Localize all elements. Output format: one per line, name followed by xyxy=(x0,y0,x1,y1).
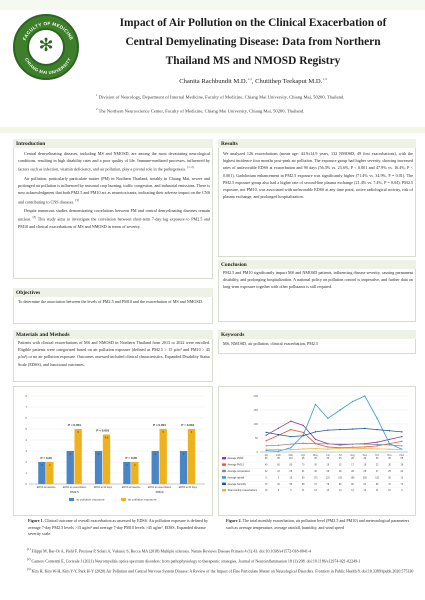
table-cell: 18 xyxy=(326,464,330,467)
table-cell: 60 xyxy=(301,477,305,480)
bar-value-label: 3 xyxy=(97,453,100,456)
data-point xyxy=(352,428,353,429)
affiliation-2-text: The Northern Neuroscience Center, Faculty of Medicine, Chiang Mai University, Chiang Mai, 50200, Thailand. xyxy=(98,108,305,114)
x-tick-label: May xyxy=(313,454,318,457)
table-cell: 11 xyxy=(375,490,379,493)
logo-text-top: FACULTY OF MEDICINE xyxy=(21,20,75,42)
table-cell: 22 xyxy=(400,471,404,473)
conclusion-heading: Conclusion xyxy=(218,260,416,269)
x-tick-label: Mar xyxy=(288,454,294,457)
table-cell: 5 xyxy=(265,477,267,480)
table-cell: 72 xyxy=(314,483,317,486)
bar-value-label: 3 xyxy=(182,453,185,456)
author-2-affil: 1, 2 xyxy=(322,77,327,81)
data-point xyxy=(376,445,377,446)
figure-2-caption xyxy=(226,518,414,531)
table-cell: 27 xyxy=(375,471,379,473)
data-point xyxy=(376,418,377,419)
data-point xyxy=(352,447,353,448)
conclusion-paragraph: PM2.5 and PM10 significantly impact MS and NMOSD patients, influencing disease severity, causing permanent disability, and prolonging hospitalization. A national policy on pollution control is imperative, and further data on long-term exposure together with other pollutants is still required. xyxy=(223,270,413,290)
table-cell: 55 xyxy=(289,483,293,486)
data-point xyxy=(278,450,279,451)
figure-2-caption-text: The total monthly exacerbation, air pollution level (PM2.5 and PM10) and meteorological parameters such as average temperature, average rainfall, humidity, and wind speed xyxy=(226,518,410,530)
table-cell: 31 xyxy=(301,471,305,473)
data-point xyxy=(290,447,291,448)
reference-2-num: (2) xyxy=(27,556,31,561)
bar xyxy=(75,429,82,484)
data-point xyxy=(315,443,316,444)
table-cell: 10 xyxy=(326,490,330,493)
data-point xyxy=(389,430,390,431)
affiliation-2-number: 2 xyxy=(96,107,98,111)
table-cell: 110 xyxy=(288,458,293,461)
data-point xyxy=(327,446,328,447)
figure-2-label: Figure 2. xyxy=(226,518,242,523)
data-point xyxy=(290,429,291,430)
bar-value-label: 4.5 xyxy=(104,436,109,440)
table-cell: 30 xyxy=(314,471,317,473)
x-tick-label: Oct xyxy=(375,454,380,457)
data-point xyxy=(339,409,340,410)
table-cell: 30 xyxy=(363,458,367,461)
data-point xyxy=(376,429,377,430)
table-cell: 29 xyxy=(326,471,330,473)
table-cell: 58 xyxy=(301,483,305,486)
legend-swatch xyxy=(222,470,226,472)
data-point xyxy=(265,435,266,436)
x-tick-label: EDSS at baseline xyxy=(36,486,56,489)
author-2: , Chutithep Teekaput M.D. xyxy=(251,78,323,86)
data-point xyxy=(290,443,291,444)
top-band xyxy=(0,0,425,10)
title-line-3: Thailand MS and NMOSD Registry xyxy=(165,55,341,67)
intro-ref-3: (3) xyxy=(32,215,37,220)
intro-ref-2: (3) xyxy=(75,197,79,202)
table-cell: 60 xyxy=(277,464,280,467)
data-point xyxy=(401,436,402,437)
bar-value-label: 3 xyxy=(69,453,71,456)
bar xyxy=(103,435,110,485)
data-point xyxy=(278,445,279,446)
table-cell: 95 xyxy=(301,458,305,461)
data-point xyxy=(290,436,291,437)
table-cell: 78 xyxy=(326,483,330,486)
figure-1-caption-text: Clinical outcome of overall exacerbation as assessed by EDSS. Air pollution exposure is defined by average 7-day PM2.5 levels >15 ug/m³ and average 7-day PM10 levels >45 ug/m³. EDSS, Expanded disease severity scale. xyxy=(28,518,209,537)
table-cell: 38 xyxy=(400,464,404,467)
legend-swatch xyxy=(69,498,74,501)
data-point xyxy=(389,443,390,444)
affiliation-1 xyxy=(96,92,416,101)
table-cell: 28 xyxy=(338,471,342,473)
p-value-label: P < 0.001 xyxy=(153,423,166,427)
poster-title xyxy=(92,14,414,71)
legend-swatch xyxy=(222,483,226,485)
methods-heading: Materials and Methods xyxy=(13,330,213,339)
data-point xyxy=(352,443,353,444)
data-point xyxy=(265,440,266,441)
p-value-label: P = 0.001 xyxy=(181,423,195,427)
table-cell: 18 xyxy=(363,464,367,467)
affiliation-1-text: Division of Neurology, Department of Internal Medicine, Faculty of Medicine, Chiang Mai University, Chiang Mai, 50200, Thailand. xyxy=(98,94,345,100)
data-point xyxy=(315,404,316,405)
bar-value-label: 2 xyxy=(126,464,128,467)
y-tick-label: 200 xyxy=(253,394,258,398)
x-tick-label: Apr xyxy=(301,454,306,457)
table-cell: 70 xyxy=(264,483,268,486)
reference-3-num: (3) xyxy=(27,566,31,571)
data-point xyxy=(327,429,328,430)
keywords-heading: Keywords xyxy=(218,330,416,339)
data-point xyxy=(389,449,390,450)
reference-3-text: Kim H, Kim W-H, Kim Y-Y, Park H-Y (2020) Air Pollution and Central Nervous System Disease: A Review of the Impact of Fine Particulate Matter on Neurological Disorders. Frontiers in Public Health 8. doi:10.3389/fpubh.2020.575330 xyxy=(31,568,414,574)
data-point xyxy=(339,429,340,430)
introduction-heading: Introduction xyxy=(13,139,213,148)
legend-swatch xyxy=(222,463,226,465)
figure-1-caption xyxy=(28,518,210,538)
data-point xyxy=(302,435,303,436)
data-point xyxy=(327,449,328,450)
reference-1-text: Filippi M, Bar-Or A, Piehl F, Preziosa P, Solari A, Vukusic S, Rocca MA (2018) Multiple sclerosis. Nature Reviews Disease Primers 4 (1):43. doi:10.1038/s41572-018-0041-4 xyxy=(31,548,312,554)
legend-swatch xyxy=(222,476,226,478)
data-point xyxy=(376,442,377,443)
table-cell: 76 xyxy=(388,483,391,486)
table-cell: 28 xyxy=(289,471,293,473)
data-point xyxy=(278,449,279,450)
title-line-2: Central Demyelinating Disease: Data from Northern xyxy=(125,36,381,48)
x-tick-label: Feb xyxy=(276,454,281,457)
intro-paragraph-3: Despite numerous studies demonstrating correlations between PM and central demyelinating diseases remain unclear. xyxy=(18,208,210,222)
data-point xyxy=(401,431,402,432)
y-tick-label: 6 xyxy=(25,416,27,420)
data-point xyxy=(339,443,340,444)
y-tick-label: 4 xyxy=(25,438,27,442)
x-tick-label: EDSS at baseline xyxy=(121,486,141,489)
bar-value-label: 5 xyxy=(162,431,164,434)
objectives-heading: Objectives xyxy=(13,288,213,297)
table-cell: 25 xyxy=(388,471,391,473)
legend-label: Average PM10 xyxy=(227,457,244,461)
table-cell: 30 xyxy=(388,477,391,480)
affiliation-2 xyxy=(96,106,416,115)
data-point xyxy=(290,421,291,422)
table-cell: 30 xyxy=(314,464,317,467)
table-cell: 14 xyxy=(351,490,354,493)
data-point xyxy=(278,428,279,429)
table-cell: 22 xyxy=(264,471,268,473)
p-value-label: P = 0.28 xyxy=(125,456,137,460)
data-point xyxy=(364,446,365,447)
x-tick-label: EDSS at exacerbation xyxy=(62,486,87,489)
bar xyxy=(160,429,167,484)
table-cell: 9 xyxy=(401,490,403,493)
data-point xyxy=(389,439,390,440)
author-1: Chanita Rachbundit M.D. xyxy=(179,78,248,86)
table-cell: 13 xyxy=(338,490,342,493)
data-point xyxy=(265,449,266,450)
bar-value-label: 2 xyxy=(134,464,136,467)
legend-swatch xyxy=(222,457,226,459)
data-point xyxy=(302,432,303,433)
objectives-text xyxy=(18,298,210,307)
table-cell: 24 xyxy=(277,471,280,473)
x-tick-label: Jun xyxy=(325,454,330,457)
legend-swatch xyxy=(222,489,226,491)
series-line xyxy=(266,428,402,436)
legend-label: air pollution exposure xyxy=(128,497,157,502)
table-cell: 45 xyxy=(314,458,317,461)
reference-3 xyxy=(27,566,417,575)
table-cell: 60 xyxy=(264,458,268,461)
table-cell: 12 xyxy=(363,490,367,493)
conclusion-text xyxy=(223,269,413,293)
legend-label: Average humidity xyxy=(227,482,246,486)
table-cell: 80 xyxy=(338,483,342,486)
legend-label: Average temperature xyxy=(227,470,250,473)
data-point xyxy=(401,441,402,442)
introduction-text xyxy=(18,150,210,232)
table-cell: 3 xyxy=(277,477,280,480)
x-tick-label: EDSS at exacerbation xyxy=(147,486,172,489)
bar-value-label: 2 xyxy=(41,464,43,467)
intro-ref-1: (1, 2) xyxy=(187,165,194,170)
p-value-label: P = 0.20 xyxy=(40,456,52,460)
table-cell: 30 xyxy=(388,464,391,467)
data-point xyxy=(302,443,303,444)
y-tick-label: 0 xyxy=(256,450,258,454)
bar-value-label: 5 xyxy=(190,431,193,434)
title-line-1: Impact of Air Pollution on the Clinical Exacerbation of xyxy=(119,17,387,29)
p-value-label: P < 0.001 xyxy=(96,428,110,433)
table-cell: 10 xyxy=(388,490,391,493)
y-tick-label: 5 xyxy=(25,427,27,431)
data-point xyxy=(302,448,303,449)
intro-paragraph-2: Air pollution, particularly particulate matter (PM) in Northern Thailand, notably in Chiang Mai, severe and prolonged air pollution is influenced by seasonal crop burning, traffic congestion, and industrial emissions. There is now acknowledgment that both PM2.5 and PM10 act as neurotoxicants, indicating their adverse impact on the CNS and contributing to CNS diseases. xyxy=(18,175,210,204)
table-cell: 12 xyxy=(314,490,317,493)
data-point xyxy=(302,425,303,426)
table-cell: 28 xyxy=(363,471,367,473)
data-point xyxy=(376,448,377,449)
y-tick-label: 50 xyxy=(254,436,258,440)
legend-swatch xyxy=(121,498,126,501)
p-value-label: P < 0.001 xyxy=(68,423,81,427)
data-point xyxy=(401,445,402,446)
x-tick-label: Dec xyxy=(399,454,405,457)
legend-label: Average rainfall xyxy=(227,476,245,480)
reference-1-num: (1) xyxy=(27,547,31,551)
table-cell: 30 xyxy=(326,458,330,461)
x-tick-label: Sep xyxy=(362,454,368,457)
group-label: PM2.5 xyxy=(70,490,79,494)
table-cell: 180 xyxy=(350,477,355,480)
intro-paragraph-1: Central demyelinating diseases, including MS and NMOSD, are among the most devastating neurological conditions, resulting in high disability rates and a poor quality of life. Immune-mediated processes, influenced by factors such as infection, vitamin deficiency, and air pollution, play a pivotal role in the pathogenesis. xyxy=(18,151,210,172)
data-point xyxy=(364,443,365,444)
table-cell: 25 xyxy=(338,458,342,461)
data-point xyxy=(315,431,316,432)
y-tick-label: 3 xyxy=(25,449,27,453)
table-cell: 28 xyxy=(351,458,354,461)
table-cell: 84 xyxy=(363,483,367,486)
table-cell: 170 xyxy=(313,477,318,480)
table-cell: 120 xyxy=(325,477,330,480)
table-cell: 45 xyxy=(388,458,391,461)
table-cell: 55 xyxy=(400,458,404,461)
data-point xyxy=(389,444,390,445)
bar-value-label: 3 xyxy=(154,453,156,456)
legend-label: no pollution exposure xyxy=(76,497,105,502)
data-point xyxy=(265,450,266,451)
methods-paragraph: Patients with clinical exacerbations of MS and NMOSD in Northern Thailand from 2013 to 2022 were enrolled. Eligible patients were categorized based on air pollution exposure (defined as PM2.5 > 15 µ/m³ and PM10 > 45 µ/m³) or no air pollution exposure. Outcomes assessed included clinical characteristics, Expanded Disability Status Scale (EDSS), and functional outcomes. xyxy=(18,340,210,367)
table-cell: 35 xyxy=(375,458,379,461)
x-tick-label: Aug xyxy=(350,454,355,457)
y-tick-label: 150 xyxy=(253,408,258,412)
affiliation-1-number: 1 xyxy=(96,93,98,97)
table-cell: 200 xyxy=(362,477,367,480)
y-tick-label: 1 xyxy=(25,471,27,475)
data-point xyxy=(339,448,340,449)
x-tick-label: Jan xyxy=(264,454,269,457)
series-line xyxy=(266,421,402,445)
table-cell: 72 xyxy=(400,483,404,486)
table-cell: 82 xyxy=(351,483,354,486)
data-point xyxy=(376,444,377,445)
data-point xyxy=(364,428,365,429)
table-cell: 62 xyxy=(277,483,280,486)
legend-label: Total monthly exacerbations xyxy=(227,489,258,493)
table-cell: 80 xyxy=(289,464,293,467)
table-cell: 150 xyxy=(338,477,343,480)
header-divider xyxy=(0,127,425,133)
bar-value-label: 5 xyxy=(77,431,79,434)
x-tick-label: EDSS at 90 days xyxy=(178,486,197,489)
y-tick-label: 100 xyxy=(253,422,258,426)
objectives-paragraph: To determine the association between the levels of PM2.5 and PM10 and the exacerbation of MS and NMOSD. xyxy=(18,299,203,304)
table-cell: 85 xyxy=(277,458,280,461)
keywords-paragraph: MS, NMOSD, air pollution, clinical exacerbation, PM2.5 xyxy=(223,341,319,346)
intro-paragraph-3b: This study aims to investigate the correlation between short-term 7-day lag exposure to PM2.5 and PM10 and clinical exacerbations of MS and NMOSD in terms of severity. xyxy=(18,216,210,229)
data-point xyxy=(265,445,266,446)
methods-text xyxy=(18,339,210,370)
keywords-text xyxy=(223,340,413,349)
x-tick-label: Jul xyxy=(338,454,342,457)
table-cell: 8 xyxy=(290,490,292,493)
figure-1-chart xyxy=(15,390,211,514)
figure-1-label: Figure 1. xyxy=(28,518,44,523)
table-cell: 9 xyxy=(277,490,280,493)
y-tick-label: 7 xyxy=(25,405,27,409)
university-logo xyxy=(13,14,79,80)
authors xyxy=(92,77,414,85)
table-cell: 11 xyxy=(301,490,305,493)
bar xyxy=(188,429,195,484)
y-tick-label: 2 xyxy=(25,460,27,464)
table-cell: 28 xyxy=(351,471,354,473)
data-point xyxy=(315,448,316,449)
results-paragraph: We analyzed 126 exacerbations (mean age: 44.9±14.9 years, 132 NMOSD, 49 first exacerbations), with the highest incidence four months post-peak air pollution. The exposure group had higher severity, showing increased rates of unfavorable EDSS at exacerbation and 90 days (56.3% vs. 23.6%, P < 0.001 and 47.9% vs. 16.4%, P < 0.001). Gadolinium enhancement in PM2.5 exposure was significantly higher (71.4% vs. 34.9%, P = 0.01). The PM2.5 exposure group also had a higher rate of second-line plasma exchange (21.4% vs. 7.4%, P = 0.04). PM2.5 exposure, not PM10, was associated with unfavorable EDSS at any time point, active radiological activity, risk of plasma exchange, and prolonged hospitalization. xyxy=(223,151,413,200)
data-point xyxy=(327,443,328,444)
table-cell: 15 xyxy=(338,464,342,467)
data-point xyxy=(265,432,266,433)
table-cell: 40 xyxy=(264,464,268,467)
references xyxy=(27,546,417,576)
table-cell: 10 xyxy=(400,477,404,480)
data-point xyxy=(290,449,291,450)
logo-emblem xyxy=(27,28,65,66)
series-line xyxy=(266,430,402,448)
data-point xyxy=(327,418,328,419)
group-label: PM10 xyxy=(155,490,164,494)
reference-2 xyxy=(27,556,417,565)
data-point xyxy=(278,434,279,435)
data-point xyxy=(315,439,316,440)
table-cell: 10 xyxy=(264,490,268,493)
legend-label: Average PM2.5 xyxy=(227,463,244,467)
y-tick-label: 8 xyxy=(25,394,27,398)
data-point xyxy=(364,395,365,396)
logo-text-bottom: CHIANG MAI UNIVERSITY xyxy=(24,56,72,76)
table-cell: 80 xyxy=(375,483,379,486)
results-text xyxy=(223,150,413,202)
table-cell: 15 xyxy=(289,477,293,480)
table-cell: 22 xyxy=(375,464,379,467)
reference-2-text: Carnero Contentti E, Correale J (2021) Neuromyelitis optica spectrum disorders: from pathophysiology to therapeutic strategies. Journal of Neuroinflammation 18 (1):208. doi:10.1186/s12974-021-02249-1 xyxy=(31,558,361,564)
table-cell: 17 xyxy=(351,464,354,467)
y-tick-label: 0 xyxy=(25,482,27,486)
bar-value-label: 2 xyxy=(49,464,51,467)
author-1-affil: 1, 2 xyxy=(247,77,252,81)
emblem-icon: ✻ xyxy=(38,35,54,56)
table-cell: 70 xyxy=(301,464,305,467)
data-point xyxy=(352,401,353,402)
x-tick-label: EDSS at 90 days xyxy=(93,486,112,489)
x-tick-label: Nov xyxy=(387,454,392,457)
data-point xyxy=(364,448,365,449)
figure-2-chart xyxy=(220,390,414,514)
table-cell: 120 xyxy=(375,477,380,480)
reference-1 xyxy=(27,546,417,555)
data-point xyxy=(401,449,402,450)
results-heading: Results xyxy=(218,139,416,148)
